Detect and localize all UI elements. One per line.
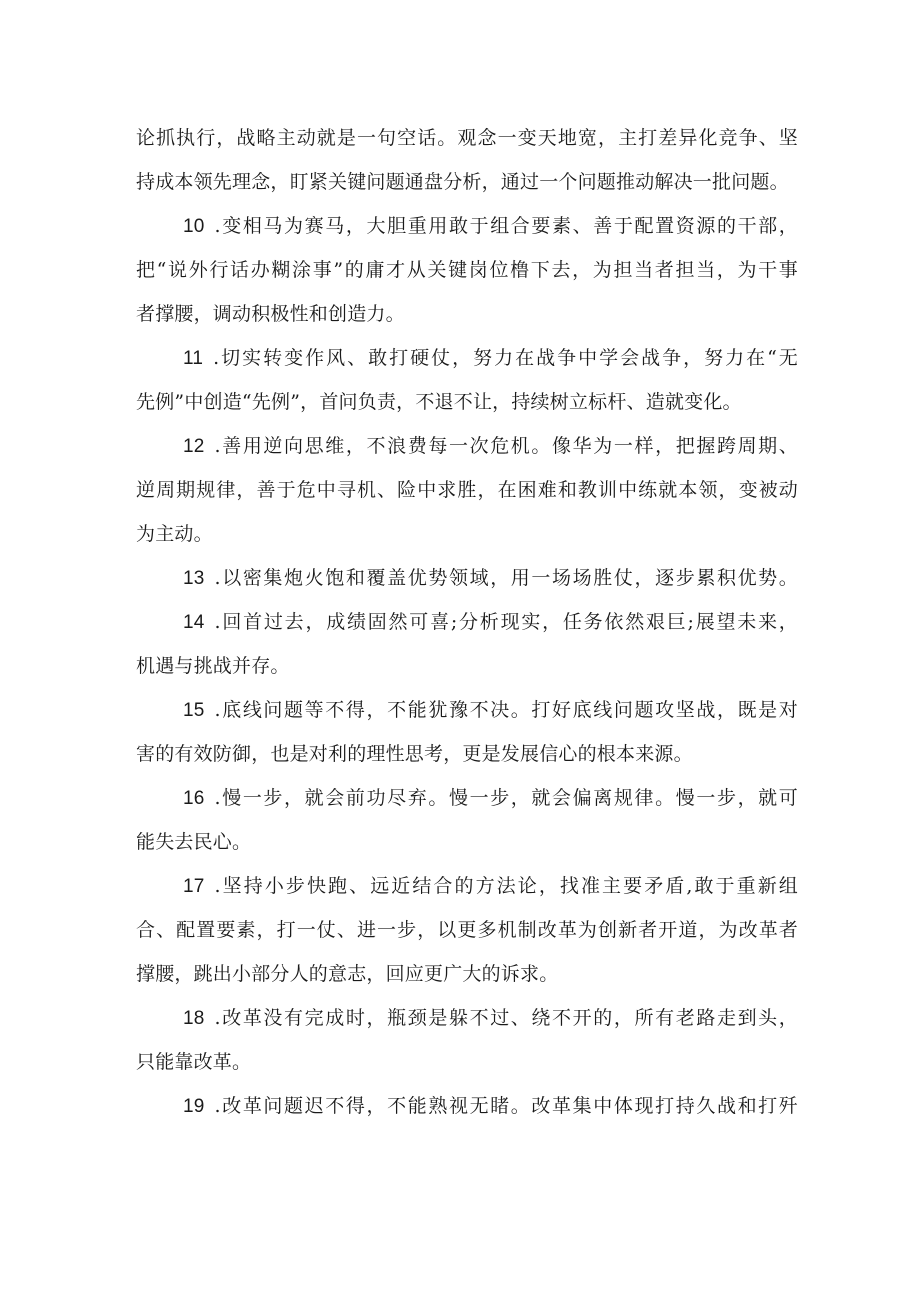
paragraph-line: 把“说外行话办糊涂事”的庸才从关键岗位橹下去，为担当者担当，为干事 xyxy=(136,259,798,281)
paragraph-text: .善用逆向思维，不浪费每一次危机。像华为一样，把握跨周期、 xyxy=(214,435,798,457)
paragraph-text: .坚持小步快跑、远近结合的方法论，找准主要矛盾,敢于重新组 xyxy=(214,875,798,897)
paragraph-first-line xyxy=(183,1006,798,1031)
paragraph-text: .以密集炮火饱和覆盖优势领域，用一场场胜仗，逐步累积优势。 xyxy=(214,567,798,589)
paragraph-line: 只能靠改革。 xyxy=(136,1051,252,1073)
paragraph-first-line xyxy=(183,214,798,239)
item-number: 10 xyxy=(183,216,205,237)
paragraph-line: 逆周期规律，善于危中寻机、险中求胜，在困难和教训中练就本领，变被动 xyxy=(136,479,798,501)
paragraph-line: 者撑腰，调动积极性和创造力。 xyxy=(136,303,405,325)
item-number: 11 xyxy=(183,348,204,369)
paragraph-first-line xyxy=(183,434,798,459)
item-number: 16 xyxy=(183,788,205,809)
paragraph-line: 害的有效防御，也是对利的理性思考，更是发展信心的根本来源。 xyxy=(136,743,693,765)
item-number: 15 xyxy=(183,700,205,721)
paragraph-line: 论抓执行，战略主动就是一句空话。观念一变天地宽，主打差异化竞争、坚 xyxy=(136,127,798,149)
paragraph-first-line xyxy=(183,786,798,811)
item-number: 13 xyxy=(183,568,205,589)
paragraph-line: 撑腰，跳出小部分人的意志，回应更广大的诉求。 xyxy=(136,963,559,985)
paragraph-text: .回首过去，成绩固然可喜;分析现实，任务依然艰巨;展望未来， xyxy=(214,611,798,633)
paragraph-line: 持成本领先理念，盯紧关键问题通盘分析，通过一个问题推动解决一批问题。 xyxy=(136,171,789,193)
paragraph-line: 能失去民心。 xyxy=(136,831,252,853)
paragraph-first-line xyxy=(183,346,798,371)
paragraph-text: .底线问题等不得，不能犹豫不决。打好底线问题攻坚战，既是对 xyxy=(214,699,798,721)
paragraph-first-line xyxy=(183,566,798,591)
item-number: 12 xyxy=(183,436,205,457)
paragraph-first-line xyxy=(183,1094,798,1119)
paragraph-line: 先例”中创造“先例”，首问负责，不退不让，持续树立标杆、造就变化。 xyxy=(136,391,742,413)
item-number: 19 xyxy=(183,1096,205,1117)
paragraph-line: 机遇与挑战并存。 xyxy=(136,655,290,677)
paragraph-text: .改革没有完成时，瓶颈是躲不过、绕不开的，所有老路走到头， xyxy=(214,1007,798,1029)
item-number: 18 xyxy=(183,1008,205,1029)
paragraph-text: .慢一步，就会前功尽弃。慢一步，就会偏离规律。慢一步，就可 xyxy=(214,787,798,809)
paragraph-first-line xyxy=(183,874,798,899)
paragraph-line: 为主动。 xyxy=(136,523,213,545)
paragraph-first-line xyxy=(183,610,798,635)
paragraph-first-line xyxy=(183,698,798,723)
item-number: 14 xyxy=(183,612,205,633)
item-number: 17 xyxy=(183,876,205,897)
paragraph-line: 合、配置要素，打一仗、进一步，以更多机制改革为创新者开道，为改革者 xyxy=(136,919,798,941)
paragraph-text: .变相马为赛马，大胆重用敢于组合要素、善于配置资源的干部， xyxy=(214,215,798,237)
paragraph-text: .切实转变作风、敢打硬仗，努力在战争中学会战争，努力在“无 xyxy=(213,347,798,369)
paragraph-text: .改革问题迟不得，不能熟视无睹。改革集中体现打持久战和打歼 xyxy=(214,1095,798,1117)
